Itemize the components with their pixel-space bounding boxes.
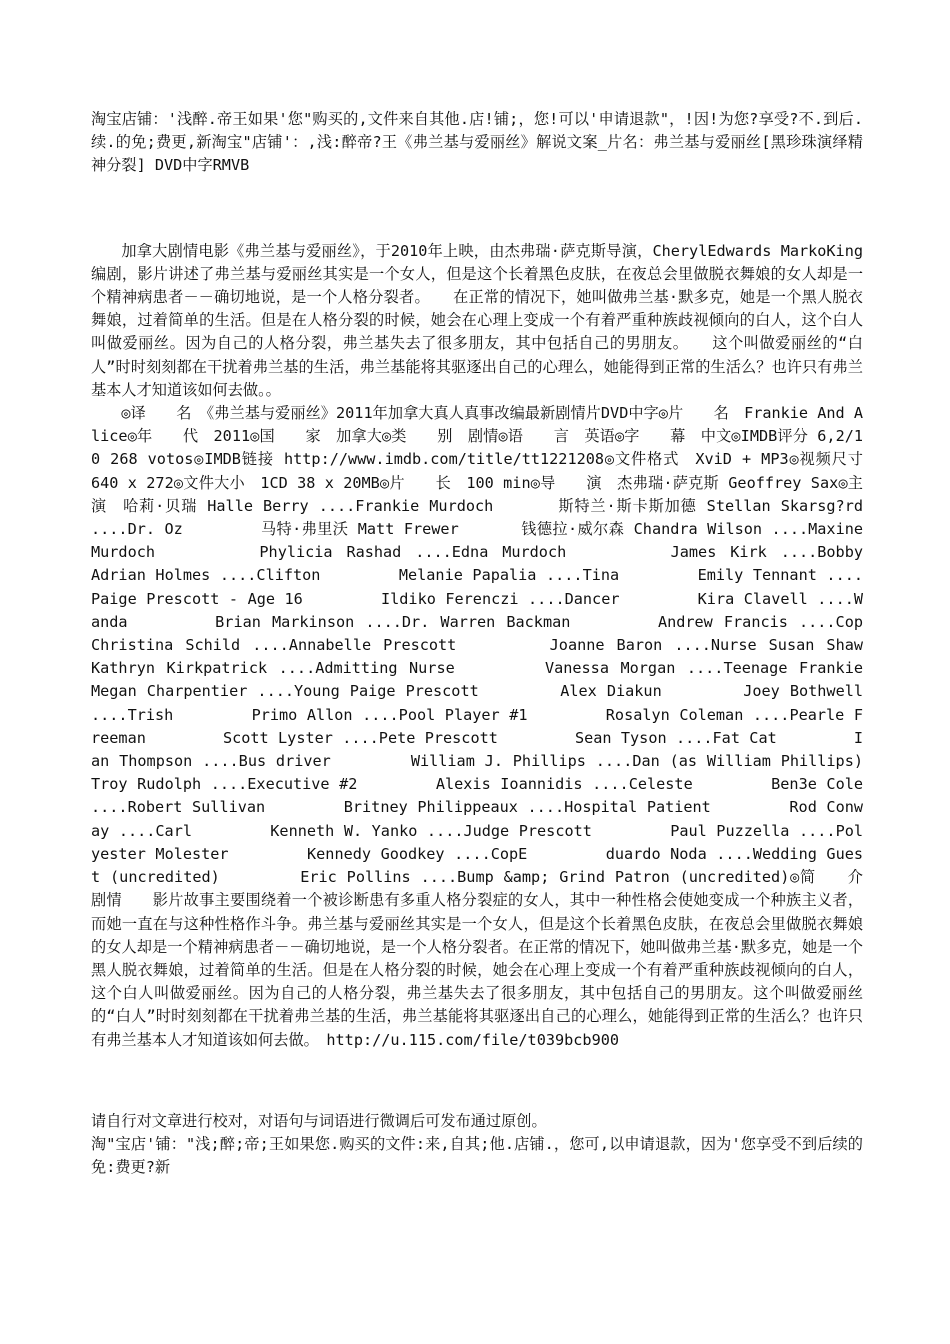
intro-paragraph: 加拿大剧情电影《弗兰基与爱丽丝》，于2010年上映，由杰弗瑞·萨克斯导演，CherylEdwards MarkoKing 编剧，影片讲述了弗兰基与爱丽丝其实是一个女人，但是这个长着黑色皮肤，在夜总会里做脱衣舞娘的女人却是一个精神病患者－－确切地说，是一个人格分裂者。 在正常的情况下，她叫做弗兰基·默多克，她是一个黑人脱衣舞娘，过着简单的生活。但是在人格分裂的时候，她会在心理上变成一个有着严重种族歧视倾向的白人，这个白人叫做爱丽丝。因为自己的人格分裂，弗兰基失去了很多朋友，其中包括自己的男朋友。 这个叫做爱丽丝的“白人”时时刻刻都在干扰着弗兰基的生活，弗兰基能将其驱逐出自己的心理么，她能得到正常的生活么？也许只有弗兰基本人才知道该如何去做。。 — [91, 241, 863, 399]
footer-paragraph: 淘"宝店'铺："浅;醉;帝;王如果您.购买的文件:来,自其;他.店铺.，您可,以申请退款，因为'您享受不到后续的免:费更?新 — [91, 1134, 863, 1177]
header-paragraph: 淘宝店铺：'浅醉.帝王如果'您"购买的,文件来自其他.店!铺;，您!可以'申请退款"，!因!为您?享受?不.到后.续.的免;费更,新淘宝"店铺'：,浅:醉帝?王《弗兰基与爱丽丝》解说文案_片名：弗兰基与爱丽丝[黑珍珠演绎精神分裂] DVD中字RMVB — [91, 110, 863, 175]
document-page — [91, 108, 939, 1179]
footer-note: 请自行对文章进行校对，对语句与词语进行微调后可发布通过原创。 — [91, 1111, 547, 1130]
info-paragraph: ◎译 名 《弗兰基与爱丽丝》2011年加拿大真人真事改编最新剧情片DVD中字◎片 名 Frankie And Alice◎年 代 2011◎国 家 加拿大◎类 别 剧情◎语 言 英语◎字 幕 中文◎IMDB评分 6,2/10 268 votos◎IMDB链接 http://www.imdb.com/title/tt1221208◎文件格式 XviD + MP3◎视频尺寸 640 x 272◎文件大小 1CD 38 x 20MB◎片 长 100 min◎导 演 杰弗瑞·萨克斯 Geoffrey Sax◎主 演 哈莉·贝瑞 Halle Berry ....Frankie Murdoch 斯特兰·斯卡斯加德 Stellan Skarsg?rd ....Dr. Oz 马特·弗里沃 Matt Frewer 钱德拉·威尔森 Chandra Wilson ....Maxine Murdoch Phylicia Rashad ....Edna Murdoch James Kirk ....Bobby Adrian Holmes ....Clifton Melanie Papalia ....Tina Emily Tennant ....Paige Prescott - Age 16 Ildiko Ferenczi ....Dancer Kira Clavell ....Wanda Brian Markinson ....Dr. Warren Backman Andrew Francis ....Cop Christina Schild ....Annabelle Prescott Joanne Baron ....Nurse Susan Shaw Kathryn Kirkpatrick ....Admitting Nurse Vanessa Morgan ....Teenage Frankie Megan Charpentier ....Young Paige Prescott Alex Diakun Joey Bothwell ....Trish Primo Allon ....Pool Player #1 Rosalyn Coleman ....Pearle Freeman Scott Lyster ....Pete Prescott Sean Tyson ....Fat Cat Ian Thompson ....Bus driver William J. Phillips ....Dan (as William Phillips) Troy Rudolph ....Executive #2 Alexis Ioannidis ....Celeste Ben3e Cole ....Robert Sullivan Britney Philippeaux ....Hospital Patient Rod Conway ....Carl Kenneth W. Yanko ....Judge Prescott Paul Puzzella ....Polyester Molester Kennedy Goodkey ....CopE duardo Noda ....Wedding Guest (uncredited) Eric Pollins ....Bump &amp; Grind Patron (uncredited)◎简 介 剧情 影片故事主要围绕着一个被诊断患有多重人格分裂症的女人，其中一种性格会使她变成一个种族主义者，而她一直在与这种性格作斗争。弗兰基与爱丽丝其实是一个女人，但是这个长着黑色皮肤，在夜总会里做脱衣舞娘的女人却是一个精神病患者－－确切地说，是一个人格分裂者。在正常的情况下，她叫做弗兰基·默多克，她是一个黑人脱衣舞娘，过着简单的生活。但是在人格分裂的时候，她会在心理上变成一个有着严重种族歧视倾向的白人，这个白人叫做爱丽丝。因为自己的人格分裂，弗兰基失去了很多朋友，其中包括自己的男朋友。这个叫做爱丽丝的“白人”时时刻刻都在干扰着弗兰基的生活，弗兰基能将其驱逐出自己的心理么，她能得到正常的生活么？也许只有弗兰基本人才知道该如何去做。 http://u.115.com/file/t039bcb900 — [91, 404, 939, 1049]
